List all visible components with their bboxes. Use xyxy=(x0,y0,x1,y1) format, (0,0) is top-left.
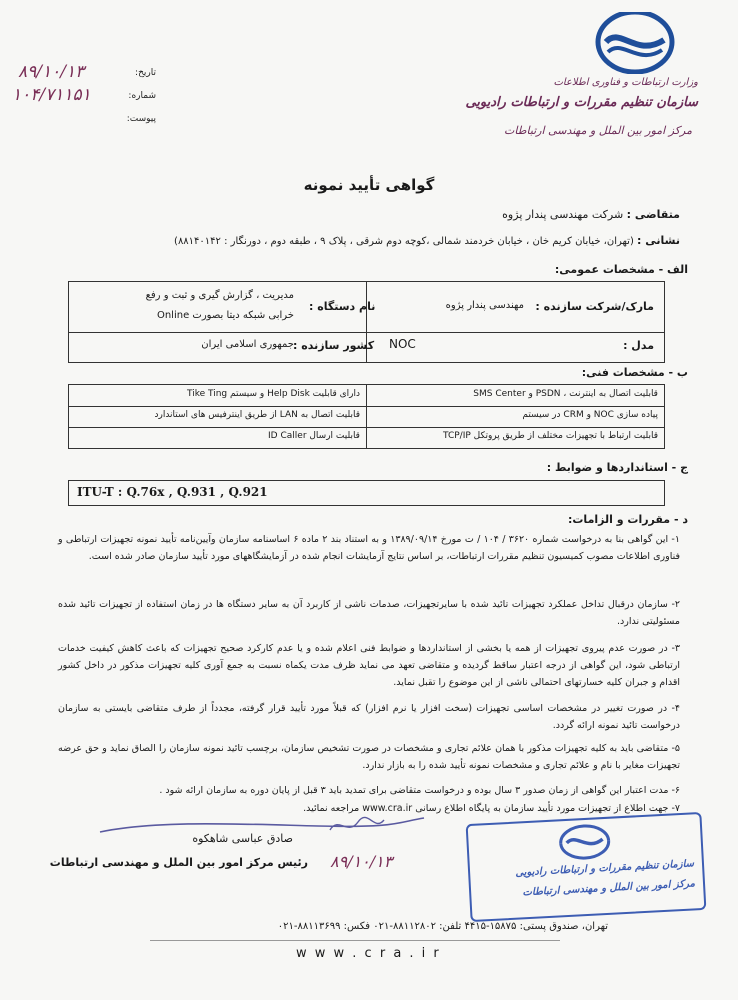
signer-title: رئیس مرکز امور بین الملل و مهندسی ارتباطات xyxy=(49,856,308,869)
applicant-label: متقاضی : xyxy=(626,208,680,221)
table-row-divider xyxy=(69,427,664,428)
device-value-1: مدیریت ، گزارش گیری و ثبت و رفع xyxy=(145,290,294,301)
org-center: مرکز امور بین الملل و مهندسی ارتباطات xyxy=(504,124,692,137)
brand-value: مهندسی پندار پژوه xyxy=(445,300,524,311)
stamp-line-1: سازمان تنظیم مقررات و ارتباطات رادیویی xyxy=(515,858,695,879)
rule-4: ۴- در صورت تغییر در مشخصات اساسی تجهیزات (سخت افزار یا نرم افزار) که قبلاً مورد تأیید قرار گرفته، مجدداً از طرف متقاضی بایستی به سازمان درخواست تائید نمونه ارائه گردد. xyxy=(58,703,680,731)
general-specs-table xyxy=(68,281,665,363)
table-divider xyxy=(366,385,367,448)
signer-handwritten-date: ۸۹/۱۰/۱۳ xyxy=(330,852,393,871)
address-label: نشانی : xyxy=(637,234,680,247)
org-ministry: وزارت ارتباطات و فناوری اطلاعات xyxy=(553,77,698,88)
rule-5: ۵- متقاضی باید به کلیه تجهیزات مذکور با همان علائم تجاری و مشخصات در صورت تشخیص سازمان، برچسب تائید نمونه سازمان را الصاق نماید و حق عرضه تجهیزات مغایر با نام و علائم تجاری و مشخصات نمونه تأیید شده را به بازار ندارد. xyxy=(58,743,680,771)
tech-left-1: دارای قابلیت Help Disk و سیستم Tike Ting xyxy=(187,389,360,399)
model-value: NOC xyxy=(389,337,416,351)
rule-2: ۲- سازمان درقبال تداخل عملکرد تجهیزات تائید شده با سایرتجهیزات، صدمات ناشی از کاربرد آن به سایر دستگاه ها در زمان استفاده از تجهیزات تائید شده مسئولیتی ندارد. xyxy=(58,599,680,627)
tech-right-3: قابلیت ارتباط با تجهیزات مختلف از طریق پروتکل TCP/IP xyxy=(443,431,658,441)
rule-3: ۳- در صورت عدم پیروی تجهیزات از همه یا بخشی از استانداردها و ضوابط فنی اعلام شده و یا عدم کارکرد صحیح تجهیزات که باعث کاهش کیفیت خدمات ارتباطی شود، این گواهی از درجه اعتبار ساقط گردیده و متقاضی تعهد می نماید ظرف مدت یکماه نسبت به جمع آوری کلیه تجهیزات مذکور در داخل کشور اقدام و جبران کلیه خسارتهای احتمالی ناشی از این موضوع را تقبل نماید. xyxy=(58,643,680,688)
address-value: (تهران، خیابان کریم خان ، خیابان خردمند شمالی ،کوچه دوم شرقی ، پلاک ۹ ، طبقه دوم ، دورنگار : ۸۸۱۴۰۱۴۲) xyxy=(174,236,634,247)
table-row-divider xyxy=(69,332,664,333)
org-name: سازمان تنظیم مقررات و ارتباطات رادیویی xyxy=(465,95,698,110)
number-label: شماره: xyxy=(128,91,156,101)
stamp-line-2: مرکز امور بین الملل و مهندسی ارتباطات xyxy=(522,878,696,899)
footer-website: w w w . c r a . i r xyxy=(296,946,441,961)
brand-label: مارک/شرکت سازنده : xyxy=(535,300,654,313)
model-label: مدل : xyxy=(623,339,654,352)
cra-logo-icon xyxy=(592,12,678,74)
rule-6: ۶- مدت اعتبار این گواهی از زمان صدور ۳ سال بوده و درخواست متقاضی برای تمدید باید ۳ قبل از پایان دوره به سازمان ارائه شود . xyxy=(159,785,680,796)
footer-address: تهران، صندوق پستی: ۱۵۸۷۵-۴۴۱۵ تلفن: ۸۸۱۱۲۸۰۲-۰۲۱ فکس: ۸۸۱۱۳۶۹۹-۰۲۱ xyxy=(277,921,608,932)
number-value: ۱۰۴/۷۱۱۵۱ xyxy=(12,85,91,105)
standards-value: ITU-T : Q.76x , Q.931 , Q.921 xyxy=(77,485,268,499)
device-label: نام دستگاه : xyxy=(309,300,376,313)
attachment-label: پیوست: xyxy=(126,114,156,124)
tech-left-3: قابلیت ارسال ID Caller xyxy=(268,431,360,441)
applicant-row xyxy=(502,208,680,221)
date-value: ۸۹/۱۰/۱۳ xyxy=(18,62,85,82)
standards-box xyxy=(68,480,665,506)
official-stamp xyxy=(466,812,707,922)
signer-name: صادق عباسی شاهکوه xyxy=(192,832,293,845)
page-title: گواهی تأیید نمونه xyxy=(303,176,435,194)
table-row-divider xyxy=(69,406,664,407)
country-label: کشور سازنده : xyxy=(293,339,375,352)
section-b-heading: ب - مشخصات فنی: xyxy=(581,366,688,379)
section-d-heading: د - مقررات و الزامات: xyxy=(567,513,688,526)
section-a-heading: الف - مشخصات عمومی: xyxy=(554,263,688,276)
stamp-logo-icon xyxy=(556,823,614,862)
section-c-heading: ج - استانداردها و ضوابط : xyxy=(546,461,688,474)
footer-divider xyxy=(150,940,560,941)
letter-meta xyxy=(8,62,158,132)
applicant-value: شرکت مهندسی پندار پژوه xyxy=(502,208,624,221)
tech-right-2: پیاده سازی NOC و CRM در سیستم xyxy=(522,410,658,420)
rule-7: ۷- جهت اطلاع از تجهیزات مورد تأیید سازمان به پایگاه اطلاع رسانی www.cra.ir مراجعه نمائید. xyxy=(303,803,680,814)
date-label: تاریخ: xyxy=(135,68,156,78)
tech-specs-table xyxy=(68,384,665,449)
tech-left-2: قابلیت اتصال به LAN از طریق اینترفیس های استاندارد xyxy=(154,410,360,420)
country-value: جمهوری اسلامی ایران xyxy=(201,339,294,350)
tech-right-1: قابلیت اتصال به اینترنت ، PSDN و SMS Center xyxy=(473,389,658,399)
rule-1: ۱- این گواهی بنا به درخواست شماره ۳۶۲۰ / ۱۰۴ / ت مورخ ۱۳۸۹/۰۹/۱۴ و به استناد بند ۲ ماده ۶ اساسنامه سازمان وآیین‌نامه تأیید نمونه تجهیزات ارتباطی و فناوری اطلاعات مصوب کمیسیون تنظیم مقررات ارتباطات، بر اساس نتایج آزمایشات انجام شده در آزمایشگاههای مورد تأیید سازمان صادر شده است. xyxy=(58,534,680,562)
address-row xyxy=(40,234,680,247)
device-value-2: خرابی شبکه دیتا بصورت Online xyxy=(156,310,294,321)
